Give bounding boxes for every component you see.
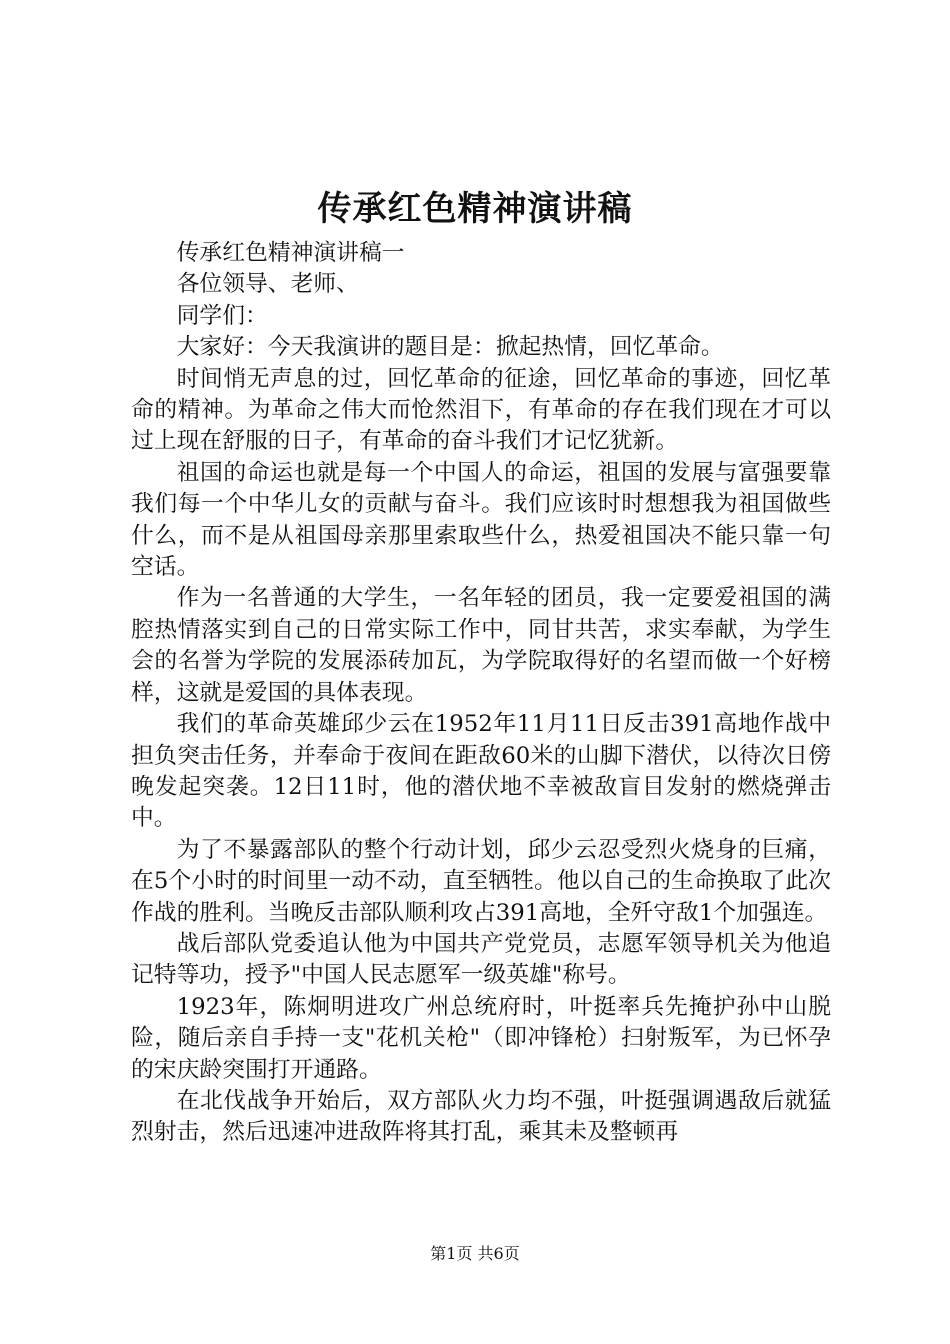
paragraph: 战后部队党委追认他为中国共产党党员，志愿军领导机关为他追记特等功，授予"中国人民志愿军一级英雄"称号。 [131, 930, 831, 989]
paragraph: 为了不暴露部队的整个行动计划，邱少云忍受烈火烧身的巨痛，在5个小时的时间里一动不动，直至牺牲。他以自己的生命换取了此次作战的胜利。当晚反击部队顺利攻占391高地，全歼守敌1个加强连。 [131, 836, 831, 926]
paragraph-subtitle: 传承红色精神演讲稿一 [176, 240, 405, 266]
paragraph: 时间悄无声息的过，回忆革命的征途，回忆革命的事迹，回忆革命的精神。为革命之伟大而怆然泪下，有革命的存在我们现在才可以过上现在舒服的日子，有革命的奋斗我们才记忆犹新。 [131, 365, 831, 455]
paragraph: 我们的革命英雄邱少云在1952年11月11日反击391高地作战中担负突击任务，并奉命于夜间在距敌60米的山脚下潜伏，以待次日傍晚发起突袭。12日11时，他的潜伏地不幸被敌盲目发射的燃烧弹击中。 [131, 711, 831, 832]
paragraph: 作为一名普通的大学生，一名年轻的团员，我一定要爱祖国的满腔热情落实到自己的日常实际工作中，同甘共苦，求实奉献，为学生会的名誉为学院的发展添砖加瓦，为学院取得好的名望而做一个好榜样，这就是爱国的具体表现。 [131, 585, 831, 706]
paragraph-greeting: 大家好：今天我演讲的题目是：掀起热情，回忆革命。 [176, 334, 724, 361]
document-title: 传承红色精神演讲稿 [317, 189, 633, 229]
paragraph-salutation-1: 各位领导、老师、 [176, 271, 359, 298]
paragraph: 1923年，陈炯明进攻广州总统府时，叶挺率兵先掩护孙中山脱险，随后亲自手持一支"花机关枪"（即冲锋枪）扫射叛军，为已怀孕的宋庆龄突围打开通路。 [131, 993, 831, 1083]
paragraph: 在北伐战争开始后，双方部队火力均不强，叶挺强调遇敌后就猛烈射击，然后迅速冲进敌阵将其打乱，乘其未及整顿再 [131, 1087, 831, 1146]
document-body [131, 238, 831, 1149]
page-number-footer: 第1页 共6页 [430, 1244, 520, 1263]
paragraph-salutation-2: 同学们： [176, 302, 268, 329]
paragraph: 祖国的命运也就是每一个中国人的命运，祖国的发展与富强要靠我们每一个中华儿女的贡献与奋斗。我们应该时时想想我为祖国做些什么，而不是从祖国母亲那里索取些什么，热爱祖国决不能只靠一句空话。 [131, 459, 831, 581]
